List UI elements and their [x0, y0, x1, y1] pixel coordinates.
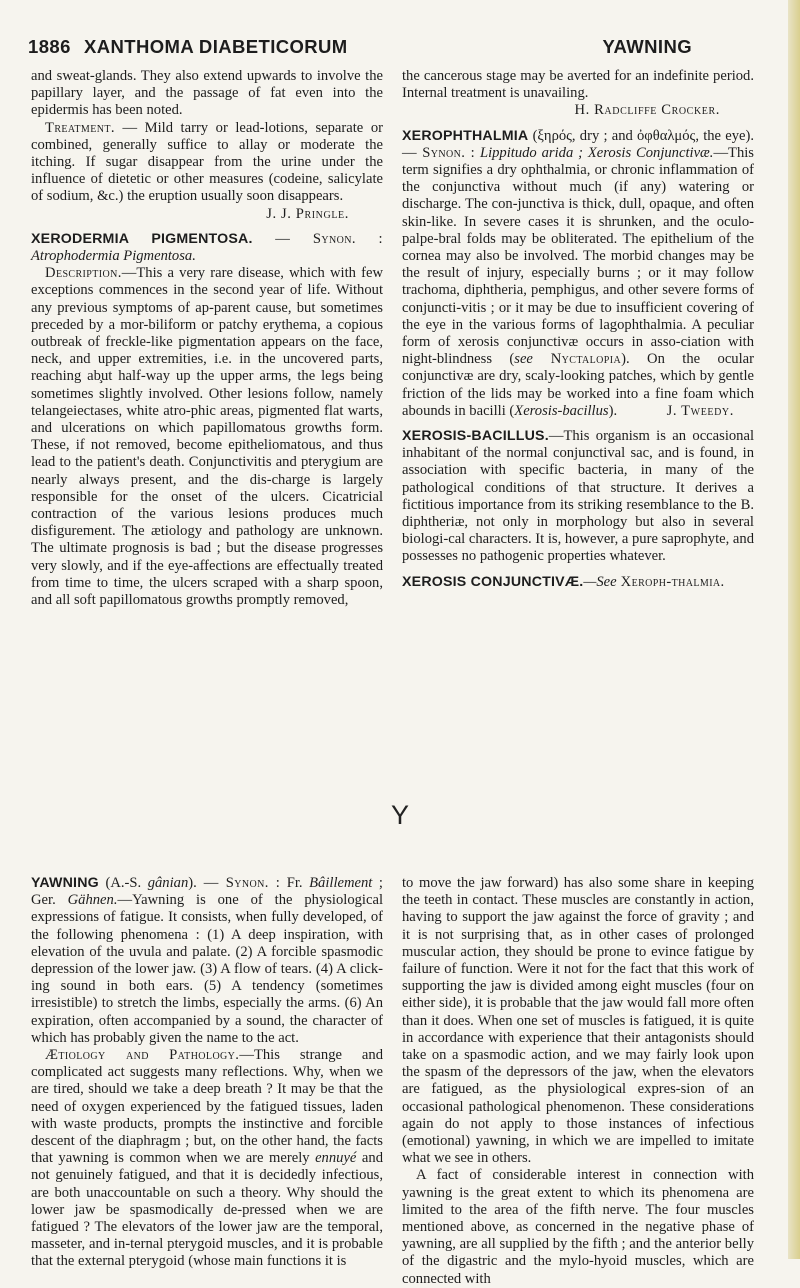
- etymology-word: gânian: [147, 875, 189, 891]
- paragraph: [31, 265, 383, 609]
- cross-reference-link[interactable]: Xeroph-thalmia.: [616, 573, 725, 590]
- left-running-title: XANTHOMA DIABETICORUM: [84, 36, 348, 57]
- entry-xeroderma: [31, 231, 383, 265]
- section-letter: Y: [390, 800, 409, 830]
- paragraph-text: —This term signifies a dry ophthalmia, or chronic inflammation of the conjunctiva without much (if any) watering or discharge. The con-junctiva is thick, dull, opaque, and often skin-like. In severe cases it is shrunken, and the oculo-palpe-bral folds may be obliterated. The epithelium of the cornea may also be involved. The morbid changes may be the result of injury, especially burns ; or it may follow trachoma, diphtheria, pemphigus, and other severe forms of conjuncti-vitis ; or it may be due to insufficient covering of the eye in the various forms of lagophthalmia. A peculiar form of xerosis conjunctivæ occurs in asso-ciation with night-blindness (: [402, 144, 754, 368]
- entry-xerosis-bacillus: [402, 428, 754, 566]
- synonym-term: Atrophodermia Pigmentosa.: [31, 248, 196, 265]
- see-label: see: [514, 351, 533, 368]
- paragraph: A fact of considerable interest in connection with yawning is the great extent to which its phenomena are limited to the area of the fifth nerve. The four muscles mentioned above, as concerned in the negative phase of yawning, are all supplied by the fifth ; and the anterior belly of the digastric and the mylo-hyoid muscles, which are connected with: [402, 1167, 754, 1287]
- paragraph: the cancerous stage may be averted for an indefinite period. Internal treatment is unavailing.: [402, 68, 754, 102]
- column-bottom-right: [402, 875, 754, 1288]
- column-top-right: [402, 68, 754, 591]
- column-top-left: [31, 68, 383, 609]
- column-bottom-left: [31, 875, 383, 1271]
- language-label: Fr.: [280, 875, 310, 891]
- entry-yawning: [31, 875, 383, 1047]
- etymology: ).: [188, 875, 197, 891]
- italic-term: Xerosis-bacillus: [514, 402, 609, 419]
- synonym-label: — Synon. :: [196, 875, 281, 891]
- synonym-term: Lippitudo arida ; Xerosis Conjunctivæ.: [479, 144, 714, 161]
- synonym-term: Gähnen.: [67, 892, 118, 909]
- entry-headword: XEROSIS-BACILLUS.: [402, 428, 549, 445]
- paragraph-text: —This a very rare disease, which with few exceptions commences in the second year of life. Without any previous symptoms of ap-parent cause, but sometimes preceded by a mor-biliform or patchy erythema, a copious outbreak of freckle-like pigmentation appears on the face, neck, and upper extremities, i.e. in the uncovered parts, reaching ab̧ut half-way up the upper arms, the legs being sometimes slightly involved. Other lesions follow, namely telangeiectases, white atro-phic areas, pigmented flat warts, and ulcerations on which papillomatous growths form. These, if not removed, become epitheliomatous, and thus lead to the patient's death. Conjunctivitis and pterygium are nearly always present, and the dis-charge is largely responsible for the onset of the ulcers. Cicatricial contraction of the various lesions produces much disfigurement. The ætiology and pathology are unknown. The ultimate prognosis is bad ; but the disease progresses very slowly, and if the eye-affections are effectually treated from time to time, the ulcers scraped with a sharp spoon, and all soft papillomatous growths promptly removed,: [31, 265, 383, 609]
- entry-xerophthalmia: [402, 128, 754, 420]
- right-running-title: YAWNING: [602, 36, 692, 57]
- running-header: [28, 36, 770, 60]
- entry-xerosis-conjunctivae: [402, 574, 754, 591]
- section-lead: Ætiology and Pathology.: [45, 1047, 240, 1064]
- synonym-label: — Synon. :: [402, 144, 476, 161]
- entry-headword: XEROSIS CONJUNCTIVÆ.: [402, 573, 584, 590]
- paragraph-text: — Mild tarry or lead-lotions, separate or combined, generally suffice to allay or moderate the itching. If sugar disappear from the urine under the influence of dietetic or other measures (codeine, salicylate of sodium, &c.) the eruption usually soon disappears.: [31, 119, 383, 205]
- cross-reference-link[interactable]: Nyctalopia: [532, 351, 622, 368]
- author-signature: H. Radcliffe Crocker.: [574, 102, 720, 119]
- etymology: (ξηρός, dry ; and ὀφθαλμός, the eye).: [528, 127, 754, 144]
- paragraph: [31, 120, 383, 206]
- section-lead: Description.: [45, 265, 122, 282]
- paragraph-text: ).: [608, 402, 618, 419]
- see-label: —See: [583, 573, 617, 590]
- synonym-term: Bâillement: [309, 875, 373, 891]
- paragraph-text: —Yawning is one of the physiological expressions of fatigue. It consists, when fully developed, of the following phenomena : (1) A deep inspiration, with elevation of the uvula and palate. (2) A forcible spasmodic depression of the lower jaw. (3) A flow of tears. (4) A click-ing sound in both ears. (5) A tendency (sometimes irresistible) to stretch the limbs, especially the arms. (6) An expiration, often accompanied by a sound, the character of which has probably given the name to the act.: [31, 892, 383, 1046]
- paragraph-text: —This strange and complicated act suggests many reflections. Why, when we are tired, should we take a deep breath ? It may be that the need of oxygen experienced by the fatigued tissues, laden with waste products, prompts the instinctive and forcible descent of the diaphragm ; but, on the other hand, the facts that yawning is common when we are merely: [31, 1047, 383, 1167]
- paragraph-text: and not genuinely fatigued, and that it is decidedly infectious, are both unaccountable on such a theory. Why should the lower jaw be spasmodically de-pressed when we are fatigued ? The elevators of the lower jaw are the temporal, masseter, and in-ternal pterygoid muscles, and it is probable that the external pterygoid (whose main functions it is: [31, 1150, 383, 1270]
- paragraph-text: —This organism is an occasional inhabitant of the normal conjunctival sac, and is found, in association with specific bacteria, in many of the pathological conditions of that structure. It derives a fictitious importance from its striking resemblance to the B. diphtheriæ, not only in morphology but also in several biologi-cal characters. It is, however, a pure saprophyte, and possesses no pathogenic properties whatever.: [402, 428, 754, 565]
- italic-term: ennuyé: [315, 1150, 357, 1167]
- section-lead: Treatment.: [45, 119, 115, 136]
- paragraph: [31, 1047, 383, 1271]
- author-signature: J. J. Pringle.: [266, 205, 349, 222]
- language-label: ; Ger.: [31, 875, 383, 909]
- etymology: (A.-S.: [98, 875, 148, 891]
- paragraph-text: ). On the ocular conjunctivæ are dry, scaly-looking patches, which by gentle friction of the lids may be worked into a fine foam which abounds in bacilli (: [402, 351, 754, 419]
- page-number: 1886: [28, 36, 71, 57]
- paragraph: to move the jaw forward) has also some share in keeping the teeth in contact. These muscles are constantly in action, having to support the jaw against the force of gravity ; and it is not surprising that, as in other cases of prolonged muscular action, they should be prone to evince fatigue by failure of function. Were it not for the fact that this work of supporting the jaw is divided among eight muscles (four on either side), it is probable that the jaw would fall more often than it does. When one set of muscles is fatigued, it is quite in accordance with experience that their antagonists should take on a spasmodic action, and we may fairly look upon the spasm of the depressors of the jaw, when the elevators are fatigued, as the physiological expres-sion of an occasional pathological phenomenon. These considerations again do not apply to those instances of infectious (emotional) yawning, in which we are impelled to imitate what we see in others.: [402, 875, 754, 1167]
- entry-headword: XEROPHTHALMIA: [402, 127, 529, 144]
- synonym-label: — Synon. :: [252, 230, 383, 247]
- page-edge: [788, 0, 800, 1259]
- author-signature: J. Tweedy.: [666, 402, 734, 419]
- entry-headword: XERODERMIA PIGMENTOSA.: [31, 230, 253, 247]
- paragraph: and sweat-glands. They also extend upwards to involve the papillary layer, and the passage of fat even into the epidermis has been noted.: [31, 68, 383, 119]
- entry-headword: YAWNING: [31, 875, 99, 891]
